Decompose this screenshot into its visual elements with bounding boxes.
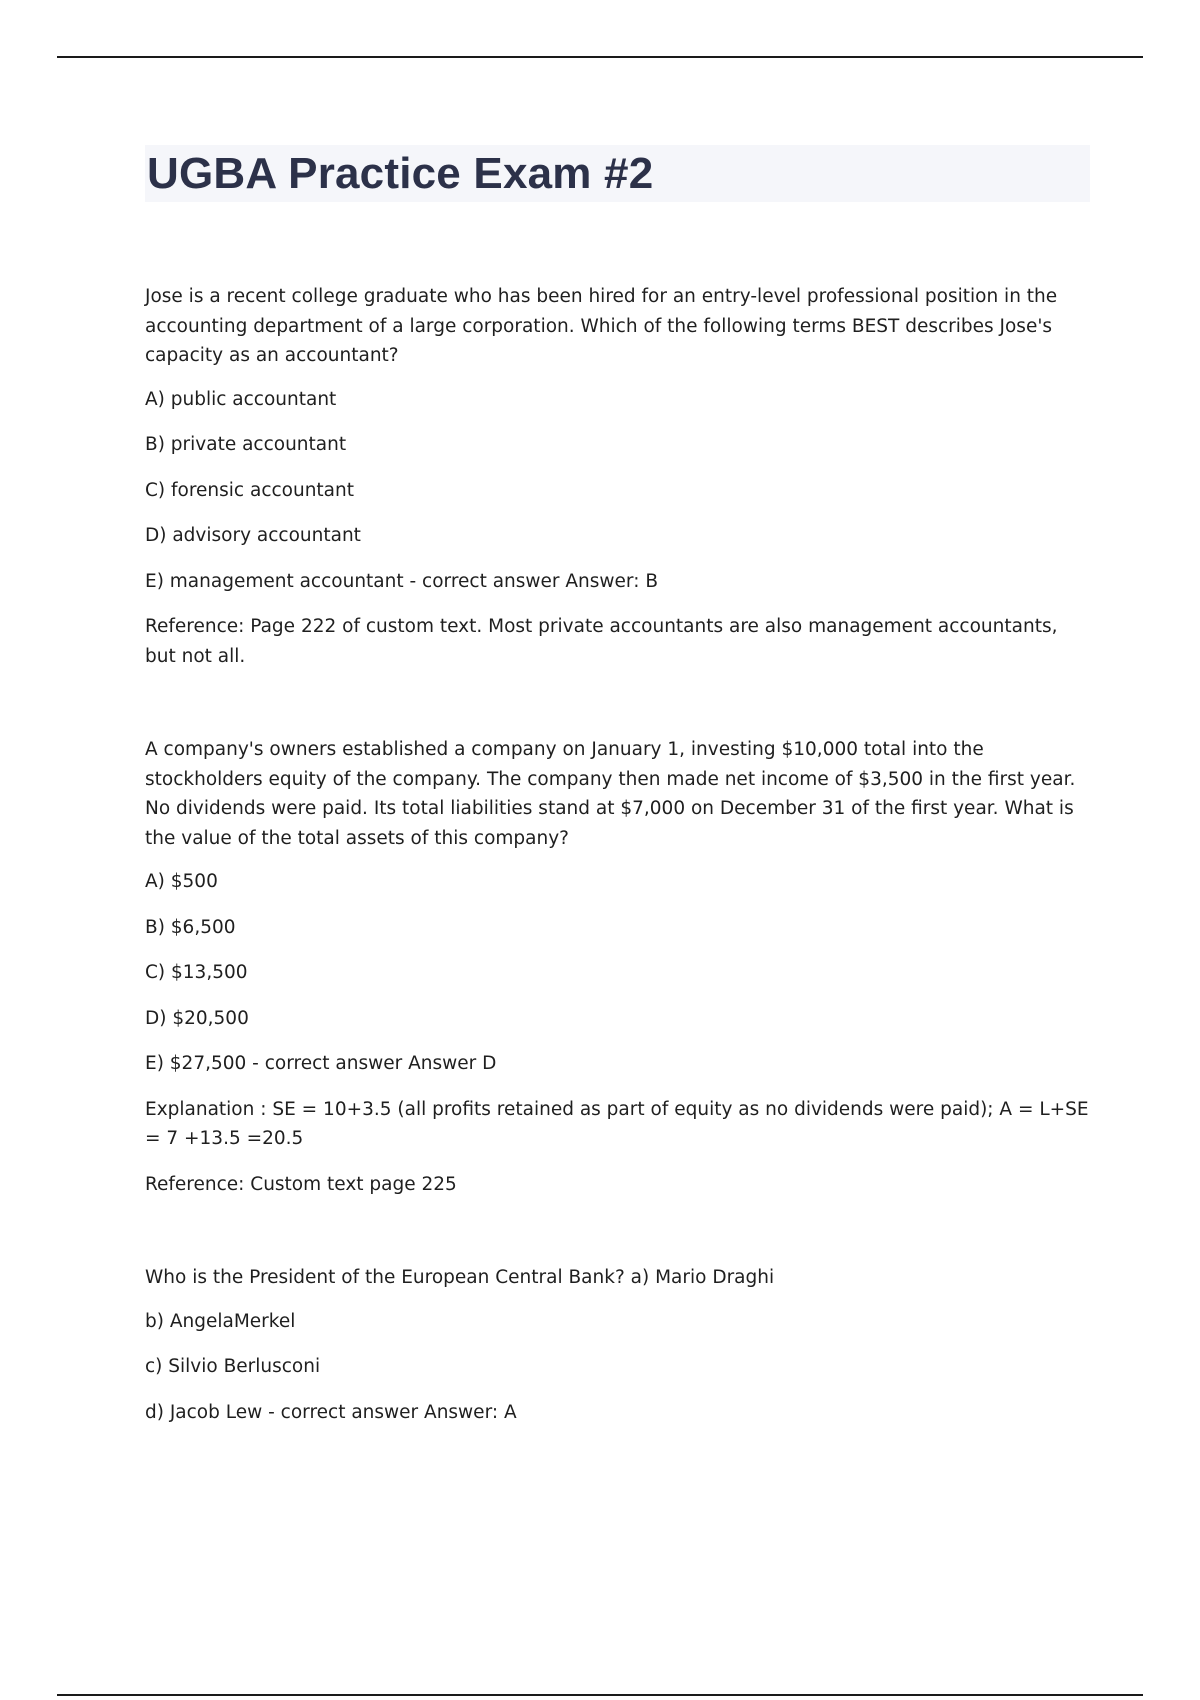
answer-option: C) $13,500: [145, 962, 248, 983]
question-list: [145, 282, 1090, 1427]
answer-option: C) forensic accountant: [145, 479, 355, 501]
document-body: [145, 145, 1090, 1427]
title-band: [145, 145, 1090, 202]
reference-note: Reference: Custom text page 225: [145, 1173, 457, 1195]
answer-option: D) $20,500: [145, 1007, 249, 1029]
answer-option: B) private accountant: [145, 434, 347, 455]
footer-rule: [57, 1694, 1143, 1696]
answer-option-with-key: E) $27,500 - correct answer Answer D: [145, 1053, 497, 1074]
reference-note: Reference: Page 222 of custom text. Most private accountants are also management accountants, but not all.: [145, 616, 1058, 667]
question-1: [145, 282, 1090, 671]
question-3: [145, 1263, 1090, 1427]
answer-option: c) Silvio Berlusconi: [145, 1356, 321, 1377]
question-text: A company's owners established a company on January 1, investing $10,000 total into the stockholders equity of the company. The company then made net income of $3,500 in the first year. No dividends were paid. Its total liabilities stand at $7,000 on December 31 of the first year. What is the value of the total assets of this company?: [145, 739, 1076, 849]
question-text: Jose is a recent college graduate who has been hired for an entry-level professional position in the accounting department of a large corporation. Which of the following terms BEST describes Jose's capacity as an accountant?: [145, 286, 1058, 366]
page-title: UGBA Practice Exam #2: [147, 148, 654, 198]
answer-option: b) AngelaMerkel: [145, 1310, 296, 1332]
header-rule: [57, 56, 1143, 58]
answer-option: D) advisory accountant: [145, 525, 361, 546]
answer-option-with-key: E) management accountant - correct answer Answer: B: [145, 570, 659, 592]
answer-option: B) $6,500: [145, 916, 236, 938]
question-2: [145, 735, 1090, 1199]
answer-option: A) $500: [145, 871, 218, 892]
question-text: Who is the President of the European Central Bank? a) Mario Draghi: [145, 1267, 775, 1288]
answer-option-with-key: d) Jacob Lew - correct answer Answer: A: [145, 1401, 517, 1423]
answer-option: A) public accountant: [145, 388, 337, 410]
explanation-note: Explanation : SE = 10+3.5 (all profits retained as part of equity as no dividends were paid); A = L+SE = 7 +13.5 =20.5: [145, 1098, 1089, 1149]
